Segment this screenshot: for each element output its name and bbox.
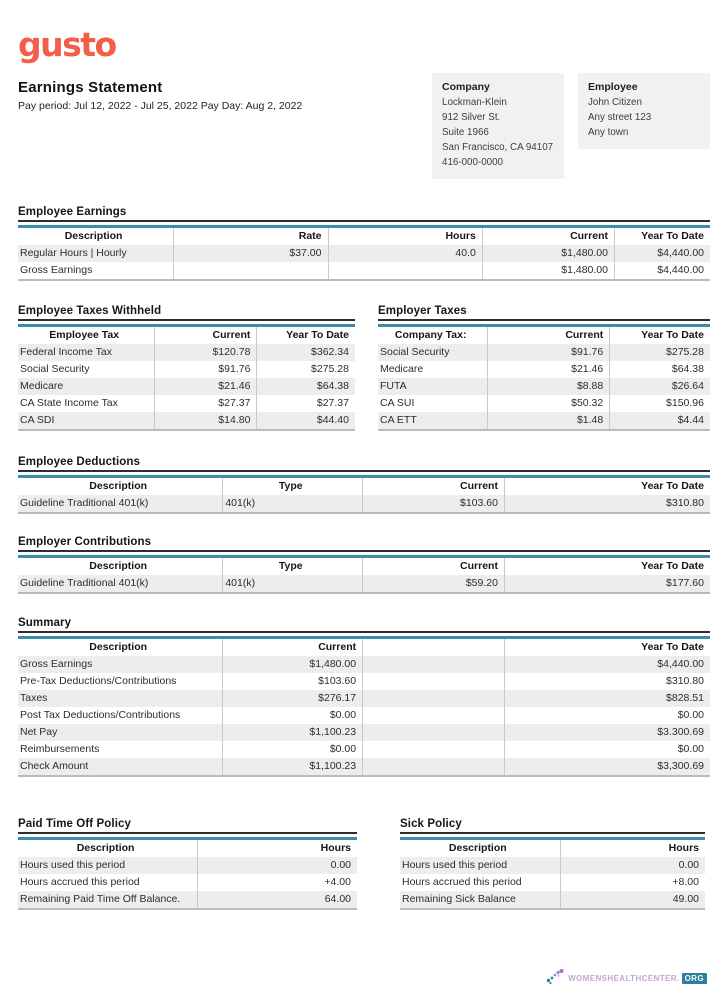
table-cell: +4.00 — [324, 876, 351, 888]
table-cell: Hours accrued this period — [400, 874, 560, 891]
table-cell: $275.28 — [666, 346, 704, 358]
column-header: Year To Date — [641, 230, 704, 242]
pto-policy-table — [18, 837, 357, 910]
table-row — [18, 724, 710, 741]
table-row — [18, 874, 357, 891]
table-cell: $177.60 — [666, 577, 704, 589]
header-row — [400, 839, 705, 858]
table-cell: $64.38 — [671, 363, 704, 375]
taxes-row — [18, 305, 710, 431]
table-cell: $27.37 — [155, 395, 257, 412]
column-header: Year To Date — [641, 641, 704, 653]
column-header: Description — [18, 227, 174, 246]
statement-title-block — [18, 73, 302, 179]
column-header: Year To Date — [641, 329, 704, 341]
column-header: Description — [18, 557, 223, 576]
data-table — [18, 475, 710, 514]
table-cell — [363, 673, 505, 690]
table-cell: $91.76 — [488, 344, 610, 361]
employer-taxes-table — [378, 324, 710, 431]
data-table — [400, 837, 705, 910]
table-row — [18, 673, 710, 690]
summary-table — [18, 636, 710, 777]
table-cell: $21.46 — [488, 361, 610, 378]
table-row — [378, 361, 710, 378]
table-cell: 40.0 — [328, 245, 482, 262]
column-header: Type — [223, 557, 363, 576]
table-cell: $4,440.00 — [657, 247, 704, 259]
data-table — [18, 324, 355, 431]
column-header: Current — [488, 326, 610, 345]
table-row — [400, 857, 705, 874]
table-cell: $0.00 — [223, 741, 363, 758]
gusto-logo: gusto — [18, 25, 116, 64]
data-table — [18, 837, 357, 910]
page-title: Earnings Statement — [18, 79, 163, 96]
employee-taxes-table — [18, 324, 355, 431]
table-cell: $310.80 — [666, 497, 704, 509]
table-cell — [363, 724, 505, 741]
data-table — [378, 324, 710, 431]
header-row — [18, 326, 355, 345]
company-address-line: 912 Silver St. — [442, 112, 501, 123]
table-cell: Social Security — [378, 344, 488, 361]
header-row — [378, 326, 710, 345]
table-cell: 64.00 — [324, 893, 351, 905]
column-header: Description — [18, 638, 223, 657]
table-cell: $1,480.00 — [482, 262, 614, 280]
section-employer-contributions — [18, 536, 710, 594]
table-cell: CA SUI — [378, 395, 488, 412]
column-header — [363, 638, 505, 657]
employee-address-line: Any street 123 — [588, 112, 652, 123]
table-cell: Taxes — [18, 690, 223, 707]
table-cell: $59.20 — [363, 575, 505, 593]
table-row — [18, 361, 355, 378]
table-cell: $4,440.00 — [657, 658, 704, 670]
table-cell: $50.32 — [488, 395, 610, 412]
table-cell: $4,440.00 — [657, 264, 704, 276]
table-row — [18, 412, 355, 430]
section-employee-earnings — [18, 206, 710, 281]
table-row — [18, 245, 710, 262]
table-cell: 401(k) — [223, 495, 363, 513]
column-header: Current — [363, 557, 505, 576]
table-cell: Hours used this period — [400, 857, 560, 874]
section-title: Employee Deductions — [18, 456, 710, 472]
table-cell: 49.00 — [672, 893, 699, 905]
table-row — [378, 412, 710, 430]
employee-address-line: Any town — [588, 127, 629, 138]
company-label: Company — [442, 81, 490, 93]
column-header: Description — [400, 839, 560, 858]
table-row — [18, 891, 357, 909]
table-cell: $27.37 — [316, 397, 349, 409]
section-employer-taxes — [378, 305, 710, 431]
table-cell: $91.76 — [155, 361, 257, 378]
dots-swirl-icon — [546, 966, 566, 984]
table-cell: FUTA — [378, 378, 488, 395]
table-cell: Remaining Sick Balance — [400, 891, 560, 909]
table-row — [378, 395, 710, 412]
table-row — [18, 656, 710, 673]
table-cell: $1,100.23 — [223, 758, 363, 776]
company-name: Lockman-Klein — [442, 97, 507, 108]
table-cell: Gross Earnings — [18, 262, 174, 280]
table-cell: CA State Income Tax — [18, 395, 155, 412]
column-header: Description — [18, 477, 223, 496]
table-cell: $26.64 — [671, 380, 704, 392]
table-cell: $37.00 — [174, 245, 328, 262]
company-info-box — [432, 73, 564, 179]
column-header: Description — [18, 839, 198, 858]
data-table — [18, 636, 710, 777]
table-cell: $103.60 — [223, 673, 363, 690]
watermark-org-badge: ORG — [682, 973, 707, 984]
table-row — [18, 262, 710, 280]
header-row — [18, 227, 710, 246]
table-cell — [328, 262, 482, 280]
table-cell: $4.44 — [677, 414, 704, 426]
table-cell: $1,100.23 — [223, 724, 363, 741]
table-cell: Regular Hours | Hourly — [18, 245, 174, 262]
company-address-line: Suite 1966 — [442, 127, 489, 138]
table-cell: Social Security — [18, 361, 155, 378]
table-cell: $14.80 — [155, 412, 257, 430]
column-header: Year To Date — [641, 480, 704, 492]
section-title: Employer Contributions — [18, 536, 710, 552]
table-cell: 401(k) — [223, 575, 363, 593]
table-cell: Gross Earnings — [18, 656, 223, 673]
column-header: Current — [482, 227, 614, 246]
header-row — [18, 839, 357, 858]
table-cell: CA SDI — [18, 412, 155, 430]
data-table — [18, 555, 710, 594]
table-cell: $103.60 — [363, 495, 505, 513]
column-header: Current — [363, 477, 505, 496]
table-row — [378, 344, 710, 361]
table-row — [18, 575, 710, 593]
section-pto-policy — [18, 818, 357, 910]
pay-period-text: Pay period: Jul 12, 2022 - Jul 25, 2022 Pay Day: Aug 2, 2022 — [18, 100, 303, 112]
table-cell: $276.17 — [223, 690, 363, 707]
table-cell: $1,480.00 — [223, 656, 363, 673]
table-cell: Medicare — [18, 378, 155, 395]
table-row — [400, 891, 705, 909]
table-cell — [363, 758, 505, 776]
section-title: Sick Policy — [400, 818, 705, 834]
table-cell: $1,480.00 — [482, 245, 614, 262]
table-cell: $828.51 — [666, 692, 704, 704]
table-cell: $3,300.69 — [657, 760, 704, 772]
table-row — [18, 741, 710, 758]
table-cell: Net Pay — [18, 724, 223, 741]
table-cell — [363, 656, 505, 673]
table-cell: Medicare — [378, 361, 488, 378]
table-cell: $0.00 — [223, 707, 363, 724]
table-cell: Reimbursements — [18, 741, 223, 758]
employee-info-box — [578, 73, 710, 149]
section-title: Employee Taxes Withheld — [18, 305, 355, 321]
table-row — [18, 395, 355, 412]
table-cell: $1.48 — [488, 412, 610, 430]
policies-row — [18, 818, 710, 910]
table-cell: Hours used this period — [18, 857, 198, 874]
table-cell: CA ETT — [378, 412, 488, 430]
section-title: Summary — [18, 617, 710, 633]
sick-policy-table — [400, 837, 705, 910]
table-cell: Hours accrued this period — [18, 874, 198, 891]
table-cell: Federal Income Tax — [18, 344, 155, 361]
table-row — [18, 378, 355, 395]
watermark-text: WOMENSHEALTHCENTER. — [568, 973, 680, 983]
table-cell: 0.00 — [678, 859, 699, 871]
column-header: Company Tax: — [378, 326, 488, 345]
table-cell — [174, 262, 328, 280]
table-row — [18, 758, 710, 776]
column-header: Employee Tax — [18, 326, 155, 345]
section-title: Employer Taxes — [378, 305, 710, 321]
employee-label: Employee — [588, 81, 638, 93]
table-cell: $44.40 — [316, 414, 349, 426]
document-header — [18, 73, 710, 179]
table-cell: $0.00 — [677, 709, 704, 721]
section-sick-policy — [400, 818, 705, 910]
section-employee-taxes — [18, 305, 355, 431]
column-header: Type — [223, 477, 363, 496]
company-phone: 416-000-0000 — [442, 157, 504, 168]
table-row — [18, 857, 357, 874]
table-cell: Check Amount — [18, 758, 223, 776]
table-cell — [363, 690, 505, 707]
table-row — [18, 707, 710, 724]
table-cell: $3.300.69 — [657, 726, 704, 738]
table-cell: Guideline Traditional 401(k) — [18, 495, 223, 513]
section-title: Employee Earnings — [18, 206, 710, 222]
section-summary — [18, 617, 710, 777]
table-row — [18, 495, 710, 513]
header-row — [18, 638, 710, 657]
table-cell: Pre-Tax Deductions/Contributions — [18, 673, 223, 690]
employee-deductions-table — [18, 475, 710, 514]
column-header: Year To Date — [641, 560, 704, 572]
company-address-line: San Francisco, CA 94107 — [442, 142, 554, 153]
table-cell: $310.80 — [666, 675, 704, 687]
table-row — [400, 874, 705, 891]
table-row — [18, 690, 710, 707]
column-header: Year To Date — [286, 329, 349, 341]
table-row — [378, 378, 710, 395]
table-cell: +8.00 — [672, 876, 699, 888]
column-header: Hours — [328, 227, 482, 246]
table-cell: 0.00 — [330, 859, 351, 871]
section-employee-deductions — [18, 456, 710, 514]
table-cell: $150.96 — [666, 397, 704, 409]
table-cell: Guideline Traditional 401(k) — [18, 575, 223, 593]
section-title: Paid Time Off Policy — [18, 818, 357, 834]
column-header: Hours — [320, 842, 351, 854]
table-cell — [363, 741, 505, 758]
table-cell: $362.34 — [311, 346, 349, 358]
table-cell — [363, 707, 505, 724]
table-cell: $8.88 — [488, 378, 610, 395]
employee-earnings-table — [18, 225, 710, 281]
employee-name: John Citizen — [588, 97, 642, 108]
column-header: Hours — [668, 842, 699, 854]
party-info-boxes — [432, 73, 710, 179]
column-header: Rate — [174, 227, 328, 246]
column-header: Current — [223, 638, 363, 657]
table-cell: $21.46 — [155, 378, 257, 395]
column-header: Current — [155, 326, 257, 345]
header-row — [18, 557, 710, 576]
table-cell: $0.00 — [677, 743, 704, 755]
watermark — [546, 966, 707, 990]
table-cell: Remaining Paid Time Off Balance. — [18, 891, 198, 909]
header-row — [18, 477, 710, 496]
table-cell: $64.38 — [316, 380, 349, 392]
table-cell: Post Tax Deductions/Contributions — [18, 707, 223, 724]
table-row — [18, 344, 355, 361]
table-cell: $120.78 — [155, 344, 257, 361]
table-cell: $275.28 — [311, 363, 349, 375]
data-table — [18, 225, 710, 281]
employer-contributions-table — [18, 555, 710, 594]
